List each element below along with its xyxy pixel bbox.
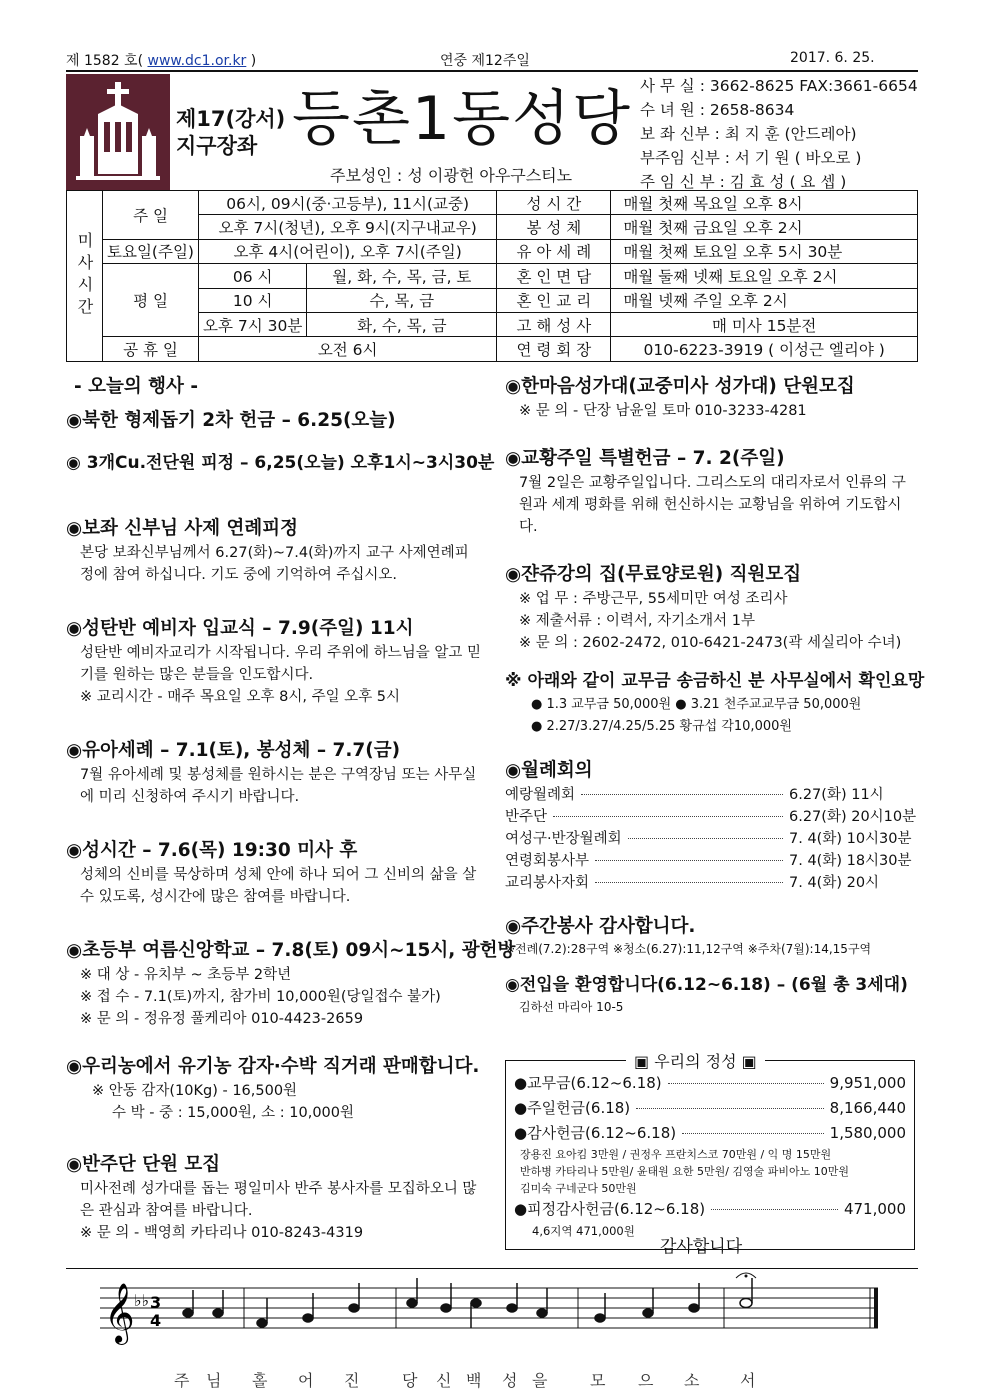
mass-side-label: 미사시간: [67, 191, 103, 362]
svg-text:♭♭: ♭♭: [134, 1291, 150, 1310]
header-issue: 제 1582 호( www.dc1.or.kr ): [66, 53, 257, 69]
church-logo-icon: [66, 74, 170, 190]
hymn-lyrics: 주 님 홀 어 진 당 신 백 성 을 모 으 소 서: [174, 1371, 756, 1390]
notice-pope-sunday: ◉교황주일 특별헌금 – 7. 2(주일): [505, 448, 785, 469]
notice-volunteer-thanks: ◉주간봉사 감사합니다.: [505, 916, 696, 937]
patron-saint: 주보성인 : 성 이광헌 아우구스티노: [330, 166, 573, 185]
contact-info: 사 무 실 : 3662-8625 FAX:3661-6654 수 녀 원 : 2658-8634 보 좌 신부 : 최 지 훈 (안드레아) 부주임 신부 : 서 기 원 ( 바오로 ) 주 임 신 부 : 김 효 성 ( 요 셉 ): [640, 77, 918, 191]
svg-text:4: 4: [150, 1311, 162, 1330]
offering-box: ▣ 우리의 정성 ▣ ●교무금(6.12~6.18) 9,951,000 ●주일헌금(6.18) 8,166,440 ●감사헌금(6.12~6.18) 1,580,000 장용진 요아킴 3만원 / 권정우 프란치스코 70만원 / 익 명 15만원 반하병 카타리나 5만원/ 윤태원 요한 5만원/ 김영술 파비아노 10만원 김미숙 구네군다 50만원 ●피정감사헌금(6.12~6.18) 471,000 4,6지역 471,000원 감사합니다: [505, 1060, 915, 1250]
offering-detail: 장용진 요아킴 3만원 / 권정우 프란치스코 70만원 / 익 명 15만원 반하병 카타리나 5만원/ 윤태원 요한 5만원/ 김영술 파비아노 10만원 김미숙 구네군다 50만원: [520, 1148, 850, 1195]
notice-retreat: ◉ 3개Cu.전단원 피정 – 6,25(오늘) 오후1시~3시30분: [66, 453, 495, 473]
liturgical-week: 연중 제12주일: [440, 53, 530, 69]
notice-tithe-check: ※ 아래와 같이 교무금 송금하신 분 사무실에서 확인요망: [505, 671, 925, 691]
svg-text:3: 3: [150, 1293, 162, 1312]
today-heading: - 오늘의 행사 -: [74, 376, 199, 397]
notice-north-korea-offering: ◉북한 형제돕기 2차 헌금 – 6.25(오늘): [66, 410, 396, 431]
header-rule: [66, 70, 918, 72]
website-link[interactable]: www.dc1.or.kr: [147, 53, 247, 69]
offering-row: ●주일헌금(6.18) 8,166,440: [514, 1099, 906, 1117]
notice-summer-school: ◉초등부 여름신앙학교 – 7.8(토) 09시~15시, 광헌방: [66, 940, 516, 961]
list-item: 교리봉사자회 7. 4(화) 20시: [505, 875, 880, 891]
offering-row: ●교무금(6.12~6.18) 9,951,000: [514, 1074, 906, 1092]
list-item: 연령회봉사부 7. 4(화) 18시30분: [505, 853, 912, 869]
offering-row: ●감사헌금(6.12~6.18) 1,580,000: [514, 1124, 906, 1142]
list-item: 반주단 6.27(화) 20시10분: [505, 809, 917, 825]
notice-holy-hour: ◉성시간 – 7.6(목) 19:30 미사 후: [66, 840, 358, 861]
church-title: 등촌1동성당: [292, 84, 632, 154]
meeting-list: [505, 784, 917, 894]
notice-organic-sale: ◉우리농에서 유기농 감자·수박 직거래 판매합니다.: [66, 1056, 480, 1077]
right-column: ◉한마음성가대(교중미사 성가대) 단원모집 ※ 문 의 - 단장 남윤일 토마 010-3233-4281 ◉교황주일 특별헌금 – 7. 2(주일) 7월 2일은 교황주일입니다. 그리스도의 대리자로서 인류의 구원과 세계 평화를 위해 헌신하시는 교황님을 위하여 기도합시다. ◉쟌쥬강의 집(무료양로원) 직원모집 ※ 업 무 : 주방근무, 55세미만 여성 조리사 ※ 제출서류 : 이력서, 자기소개서 1부 ※ 문 의 : 2602-2472, 010-6421-2473(곽 세실리아 수녀) ※ 아래와 같이 교무금 송금하신 분 사무실에서 확인요망 ● 1.3 교무금 50,000원 ● 3.21 천주교교무금 50,000원 ● 2.27/3.27/4.25/5.25 황규섭 각10,000원 ◉월례회의 예랑월례회 6.27(화) 11시 반주단 6.27(화) 20시10분 여성구·반장월례회 7. 4(화) 10시30분 연령회봉사부 7. 4(화) 18시30분 교리봉사자회 7. 4(화) 20시 ◉주간봉사 감사합니다. ※전례(7.2):28구역 ※청소(6.27):11,12구역 ※주차(7월):14,15구역 ◉전입을 환영합니다(6.12~6.18) – (6월 총 3세대) 김하선 마리아 10-5: [505, 376, 925, 1014]
notice-baptism: ◉유아세례 – 7.1(토), 봉성체 – 7.7(금): [66, 740, 401, 761]
notice-catechumen: ◉성탄반 예비자 입교식 – 7.9(주일) 11시: [66, 618, 414, 639]
thanks-text: 감사합니다: [660, 1237, 743, 1257]
notice-priest-retreat: ◉보좌 신부님 사제 연례피정: [66, 518, 299, 539]
notice-accompanist: ◉반주단 단원 모집: [66, 1154, 221, 1175]
list-item: 예랑월례회 6.27(화) 11시: [505, 787, 884, 803]
list-item: 여성구·반장월례회 7. 4(화) 10시30분: [505, 831, 912, 847]
hymn-staff: [100, 1268, 880, 1398]
offering-row: ●피정감사헌금(6.12~6.18) 471,000: [514, 1200, 906, 1218]
district-label: 제17(강서) 지구장좌: [176, 107, 286, 158]
left-column: - 오늘의 행사 - ◉북한 형제돕기 2차 헌금 – 6.25(오늘) ◉ 3개Cu.전단원 피정 – 6,25(오늘) 오후1시~3시30분 ◉보좌 신부님 사제 연례피정 본당 보좌신부님께서 6.27(화)~7.4(화)까지 교구 사제연례피정에 참여 하십니다. 기도 중에 기억하여 주십시오. ◉성탄반 예비자 입교식 – 7.9(주일) 11시 성탄반 예비자교리가 시작됩니다. 우리 주위에 하느님을 알고 믿기를 원하는 많은 분들을 인도합시다. ※ 교리시간 - 매주 목요일 오후 8시, 주일 오후 5시 ◉유아세례 – 7.1(토), 봉성체 – 7.7(금) 7월 유아세례 및 봉성체를 원하시는 분은 구역장님 또는 사무실에 미리 신청하여 주시기 바랍니다. ◉성시간 – 7.6(목) 19:30 미사 후 성체의 신비를 묵상하며 성체 안에 하나 되어 그 신비의 삶을 살 수 있도록, 성시간에 많은 참여를 바랍니다. ◉초등부 여름신앙학교 – 7.8(토) 09시~15시, 광헌방 ※ 대 상 - 유치부 ~ 초등부 2학년 ※ 접 수 - 7.1(토)까지, 참가비 10,000원(당일접수 불가) ※ 문 의 - 정유정 풀케리아 010-4423-2659 ◉우리농에서 유기농 감자·수박 직거래 판매합니다. ※ 안동 감자(10Kg) - 16,500원 수 박 - 중 : 15,000원, 소 : 10,000원 ◉반주단 단원 모집 미사전례 성가대를 돕는 평일미사 반주 봉사자를 모집하오니 많은 관심과 참여를 바랍니다. ※ 문 의 - 백영희 카타리나 010-8243-4319: [66, 376, 516, 1241]
offering-caption: ▣ 우리의 정성 ▣: [626, 1049, 765, 1072]
mass-schedule-table: 미사시간 주 일 06시, 09시(중·고등부), 11시(교중) 성 시 간 매월 첫째 목요일 오후 8시 오후 7시(청년), 오후 9시(지구내교우) 봉 성 체 매월 첫째 금요일 오후 2시 토요일(주일) 오후 4시(어린이), 오후 7시(주일) 유 아 세 례 매월 첫째 토요일 오후 5시 30분 평 일 06 시 월, 화, 수, 목, 금, 토 혼 인 면 담 매월 둘째 넷째 토요일 오후 2시 10 시 수, 목, 금 혼 인 교 리 매월 넷째 주일 오후 2시 오후 7시 30분 화, 수, 목, 금 고 해 성 사 매 미사 15분전 공 휴 일 오전 6시 연 령 회 장 010-6223-3919 ( 이성근 엘리야 ): [66, 190, 918, 362]
notice-choir: ◉한마음성가대(교중미사 성가대) 단원모집: [505, 376, 855, 397]
bulletin-date: 2017. 6. 25.: [790, 50, 875, 66]
notice-monthly-meetings: ◉월례회의: [505, 760, 593, 781]
svg-text:𝄞: 𝄞: [104, 1283, 135, 1343]
notice-welcome: ◉전입을 환영합니다(6.12~6.18) – (6월 총 3세대): [505, 975, 908, 995]
notice-job-posting: ◉쟌쥬강의 집(무료양로원) 직원모집: [505, 564, 802, 585]
